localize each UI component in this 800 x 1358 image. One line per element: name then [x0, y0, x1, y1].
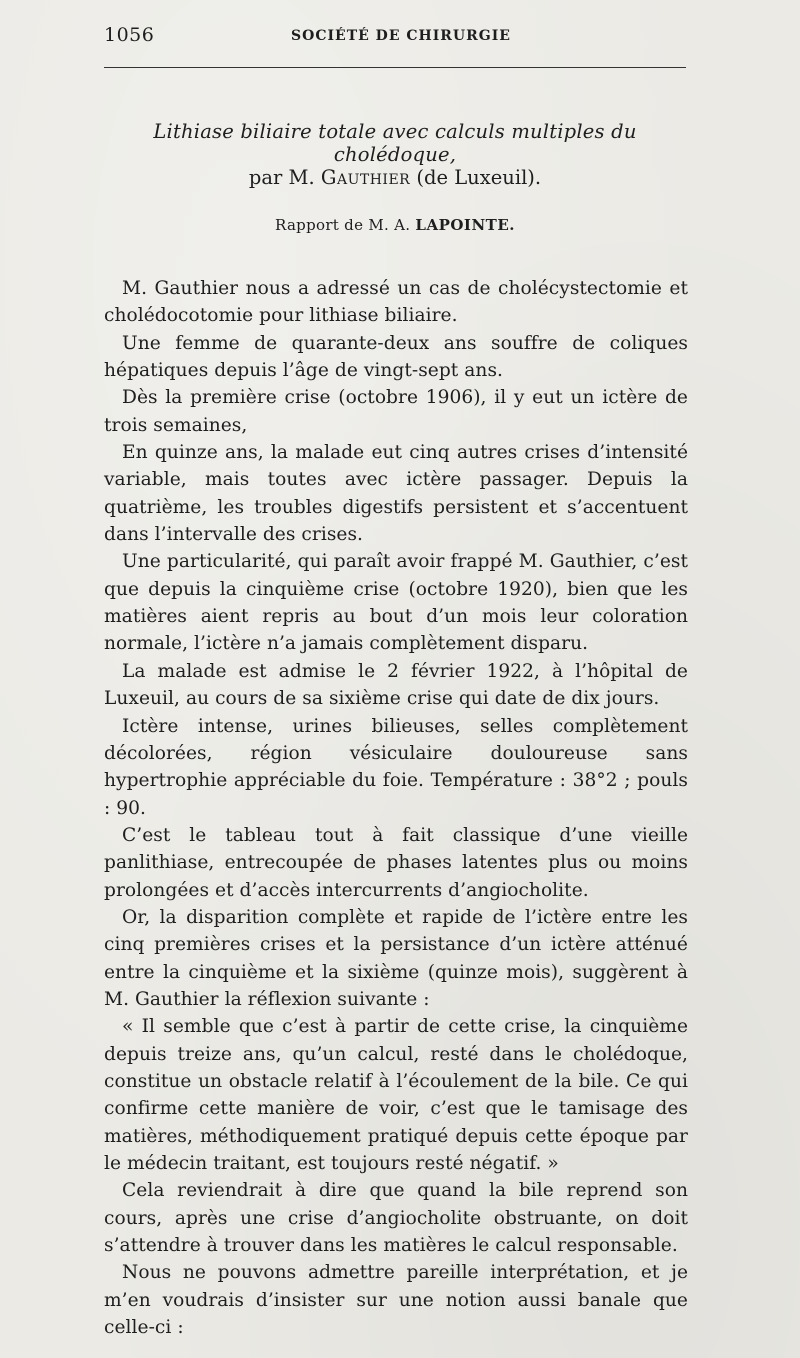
rapporteur-name: LAPOINTE. [415, 216, 515, 234]
paragraph: C’est le tableau tout à fait classique d’une vieille panlithiase, entrecoupée de phases latentes plus ou moins prolongées et d’accès intercurrents d’angiocholite. [104, 824, 688, 901]
article-body [104, 275, 688, 1341]
running-head [104, 24, 688, 52]
article-byline [104, 166, 686, 189]
paragraph: Cela reviendrait à dire que quand la bile reprend son cours, après une crise d’angiocholite obstruante, on doit s’attendre à trouver dans les matières le calcul responsable. [104, 1180, 688, 1257]
paragraph: Or, la disparition complète et rapide de l’ictère entre les cinq premières crises et la persistance d’un ictère atténué entre la cinquième et la sixième (quinze mois), suggèrent à M. Gauthier la réflexion suivante : [104, 906, 688, 1010]
page-number: 1056 [104, 24, 155, 46]
journal-name: SOCIÉTÉ DE CHIRURGIE [291, 28, 511, 44]
paragraph: Dès la première crise (octobre 1906), il y eut un ictère de trois semaines, [104, 387, 688, 436]
report-prefix: Rapport de M. A. [275, 216, 416, 234]
byline-suffix: (de Luxeuil). [410, 166, 542, 189]
paragraph: M. Gauthier nous a adressé un cas de cholécystectomie et cholédocotomie pour lithiase biliaire. [104, 278, 688, 327]
report-line [104, 216, 686, 234]
article-title: Lithiase biliaire totale avec calculs multiples du cholédoque, [153, 120, 637, 166]
paragraph: Nous ne pouvons admettre pareille interprétation, et je m’en voudrais d’insister sur une notion aussi banale que celle-ci : [104, 1262, 688, 1339]
paragraph: En quinze ans, la malade eut cinq autres crises d’intensité variable, mais toutes avec ictère passager. Depuis la quatrième, les troubles digestifs persistent et s’accentuent dans l’intervalle des crises. [104, 442, 688, 546]
header-rule [104, 67, 686, 68]
byline-prefix: par M. [248, 166, 321, 189]
author-name: Gauthier [320, 166, 411, 189]
paragraph: Une particularité, qui paraît avoir frappé M. Gauthier, c’est que depuis la cinquième crise (octobre 1920), bien que les matières aient repris au bout d’un mois leur coloration normale, l’ictère n’a jamais complètement disparu. [104, 551, 688, 655]
paragraph: Ictère intense, urines bilieuses, selles complètement décolorées, région vésiculaire douloureuse sans hypertrophie appréciable du foie. Température : 38°2 ; pouls : 90. [104, 715, 688, 819]
paragraph: « Il semble que c’est à partir de cette crise, la cinquième depuis treize ans, qu’un calcul, resté dans le cholédoque, constitue un obstacle relatif à l’écoulement de la bile. Ce qui confirme cette manière de voir, c’est que le tamisage des matières, méthodiquement pratiqué depuis cette époque par le médecin traitant, est toujours resté négatif. » [104, 1016, 688, 1174]
paragraph: Une femme de quarante-deux ans souffre de coliques hépatiques depuis l’âge de vingt-sept ans. [104, 332, 688, 382]
paragraph: La malade est admise le 2 février 1922, à l’hôpital de Luxeuil, au cours de sa sixième crise qui date de dix jours. [104, 660, 688, 710]
